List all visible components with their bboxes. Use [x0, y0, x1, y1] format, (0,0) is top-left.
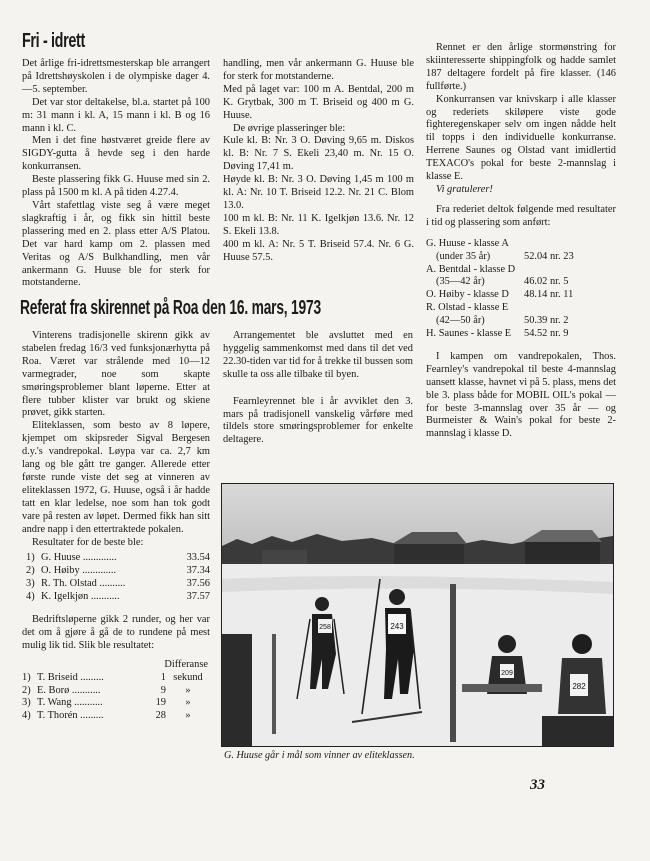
shipping-results — [426, 238, 616, 341]
fri-idrett-title: Fri - idrett — [22, 30, 85, 52]
bib-number: 258 — [319, 624, 331, 631]
result-row: 1) T. Briseid ......... 1 sekund — [22, 671, 203, 683]
paragraph: Det var stor deltakelse, bl.a. startet på 100 m: 31 mann i kl. A, 15 mann i kl. B og 16 mann i kl. C. — [22, 96, 210, 134]
paragraph: Men i det fine høstværet greide flere av SIGDY-gutta å hevde seg i den harde konkurransen. — [22, 135, 210, 173]
paragraph: Det årlige fri-idrettsmesterskap ble arrangert på Idrettshøyskolen i de olympiske dager 4.—5. september. — [22, 58, 210, 95]
fri-idrett-column-2 — [223, 58, 414, 265]
result-row: H. Saunes - klasse E 54.52 nr. 9 — [426, 328, 569, 340]
result-row: G. Huuse - klasse A — [426, 237, 509, 249]
diff-header: Differanse — [164, 658, 208, 670]
result-row: O. Høiby - klasse D 48.14 nr. 11 — [426, 289, 574, 301]
paragraph: Arrangementet ble avsluttet med en hyggelig sammenkomst med dans til det ved 22.30-tiden var tid for å trekke til bussen som skulle ta oss alle tilbake til byen. — [223, 330, 413, 380]
referat-title: Referat fra skirennet på Roa den 16. mars, 1973 — [20, 297, 321, 319]
paragraph: De øvrige plasseringer ble: — [233, 122, 346, 134]
paragraph: 100 m kl. B: Nr. 11 K. Igelkjøn 13.6. Nr. 12 S. Ekeli 13.8. — [223, 212, 414, 237]
result-row: 3) T. Wang ........... 19 » — [22, 697, 191, 709]
result-row: 4) T. Thorén ......... 28 » — [22, 710, 191, 722]
greeting: Vi gratulerer! — [436, 183, 493, 195]
paragraph: I kampen om vandrepokalen, Thos. Fearnley's vandrepokal til beste 4-mannslag uansett klasse, havnet vi på 5. plass, mens det ble 3. plass både for MOBIL OIL's pokal — for beste 3-mannslag over 35 år — og Burmeister & Wain's pokal for beste 2-mannslag i klasse D. — [426, 350, 616, 440]
photo-caption: G. Huuse går i mål som vinner av eliteklassen. — [224, 750, 415, 761]
bib-number: 282 — [572, 682, 586, 691]
paragraph: Med på laget var: 100 m A. Bentdal, 200 m K. Grytbak, 300 m T. Briseid og 400 m G. Huuse. — [223, 83, 414, 121]
result-row: 2) E. Borø ........... 9 » — [22, 684, 191, 696]
paragraph: Fra rederiet deltok følgende med resultater i tid og plassering som anført: — [426, 203, 616, 228]
result-row: R. Olstad - klasse E — [426, 302, 509, 314]
paragraph: Høyde kl. B: Nr. 3 O. Døving 1,45 m 100 m kl. A: Nr. 10 T. Briseid 12.2. Nr. 21 C. Blom 13.0. — [223, 174, 414, 211]
result-row: 4) K. Igelkjøn ........... 37.57 — [26, 591, 210, 603]
referat-column-2 — [223, 330, 413, 447]
result-row: 1) G. Huuse ............. 33.54 — [26, 552, 210, 564]
paragraph: Kule kl. B: Nr. 3 O. Døving 9,65 m. Diskos kl. B: Nr. 7 S. Ekeli 23,40 m. Nr. 15 O. Døving 17,41 m. — [223, 135, 414, 173]
fri-idrett-column-1 — [22, 58, 210, 289]
result-row: A. Bentdal - klasse D — [426, 263, 516, 275]
paragraph: Eliteklassen, som besto av 8 løpere, kjempet om skipsreder Sigval Bergesen d.y.'s vandrepokal. Løypa var ca. 2,7 km lang og ble gått tre ganger. Allerede etter første runde viste det seg at vinneren av eliteklassen 1972, G. Huuse, også i år hadde tatt en klar ledelse, noe som han tok godt vare på resten av løpet. Dermed fikk han sitt andre napp i den ettertraktede pokalen. — [22, 420, 210, 535]
paragraph: Vårt stafettlag viste seg å være meget slagkraftig i år, og fikk sin hittil beste plassering med en 2. plass etter A/S Platou. Det var hard kamp om 2. plassen med Veritas og A/S Bulkhandling, men vår ankermann G. Huuse ble for sterk for motstanderne. — [22, 199, 210, 289]
elite-results — [22, 552, 210, 604]
bib-number: 243 — [390, 622, 404, 631]
paragraph-continued: handling, men vår ankermann G. Huuse ble for sterk for motstanderne. — [223, 58, 414, 82]
paragraph: Konkurransen var knivskarp i alle klasser og rederiets skiløpere viste gode fighteregenskaper selv om ingen nådde helt til topps i den individuelle konkurranse. Herrene Saunes og Olstad vant imidlertid TEXACO's pokal for beste 2-mannslag i klasse E. — [426, 93, 616, 183]
paragraph: Fearnleyrennet ble i år avviklet den 3. mars på tradisjonell vanskelig vårføre med tildels store smøringsproblemer for enkelte deltagere. — [223, 395, 413, 446]
result-row: (42—50 år) 50.39 nr. 2 — [436, 315, 569, 327]
ski-race-photo — [221, 483, 614, 747]
bib-number: 209 — [501, 670, 513, 677]
result-row: 2) O. Høiby ............. 37.34 — [26, 565, 210, 577]
page-number: 33 — [530, 777, 545, 793]
result-row: (under 35 år) 52.04 nr. 23 — [436, 250, 574, 262]
result-row: (35—42 år) 46.02 nr. 5 — [436, 276, 569, 288]
paragraph: Vinterens tradisjonelle skirenn gikk av stabelen fredag 16/3 ved funksjonærhytta på Roa. Været var strålende med 10—12 varmegrader, noe som skapte smøringsproblemer blant løperne. Etter at flere tubber klister var brukt og skiene prøvet, gikk starten. — [22, 330, 210, 419]
paragraph: Rennet er den årlige stormønstring for skiinteresserte shippingfolk og hadde samlet 187 deltagere fordelt på fire klasser. (146 fullførte.) — [426, 42, 616, 92]
result-row: 3) R. Th. Olstad .......... 37.56 — [26, 578, 210, 590]
paragraph: Resultater for de beste ble: — [32, 536, 144, 548]
paragraph: Bedriftsløperne gikk 2 runder, og her var det om å gjøre å gå de to rundene på mest mulig lik tid. Slik ble resultatet: — [22, 614, 210, 651]
bedrift-results — [22, 659, 210, 724]
photo-illustration — [222, 484, 613, 746]
paragraph: Beste plassering fikk G. Huuse med sin 2. plass på 1500 m kl. A på tiden 4.27.4. — [22, 174, 210, 199]
referat-column-1 — [22, 330, 210, 723]
paragraph: 400 m kl. A: Nr. 5 T. Briseid 57.4. Nr. 6 G. Huuse 57.5. — [223, 238, 414, 263]
shipping-column — [426, 42, 616, 441]
